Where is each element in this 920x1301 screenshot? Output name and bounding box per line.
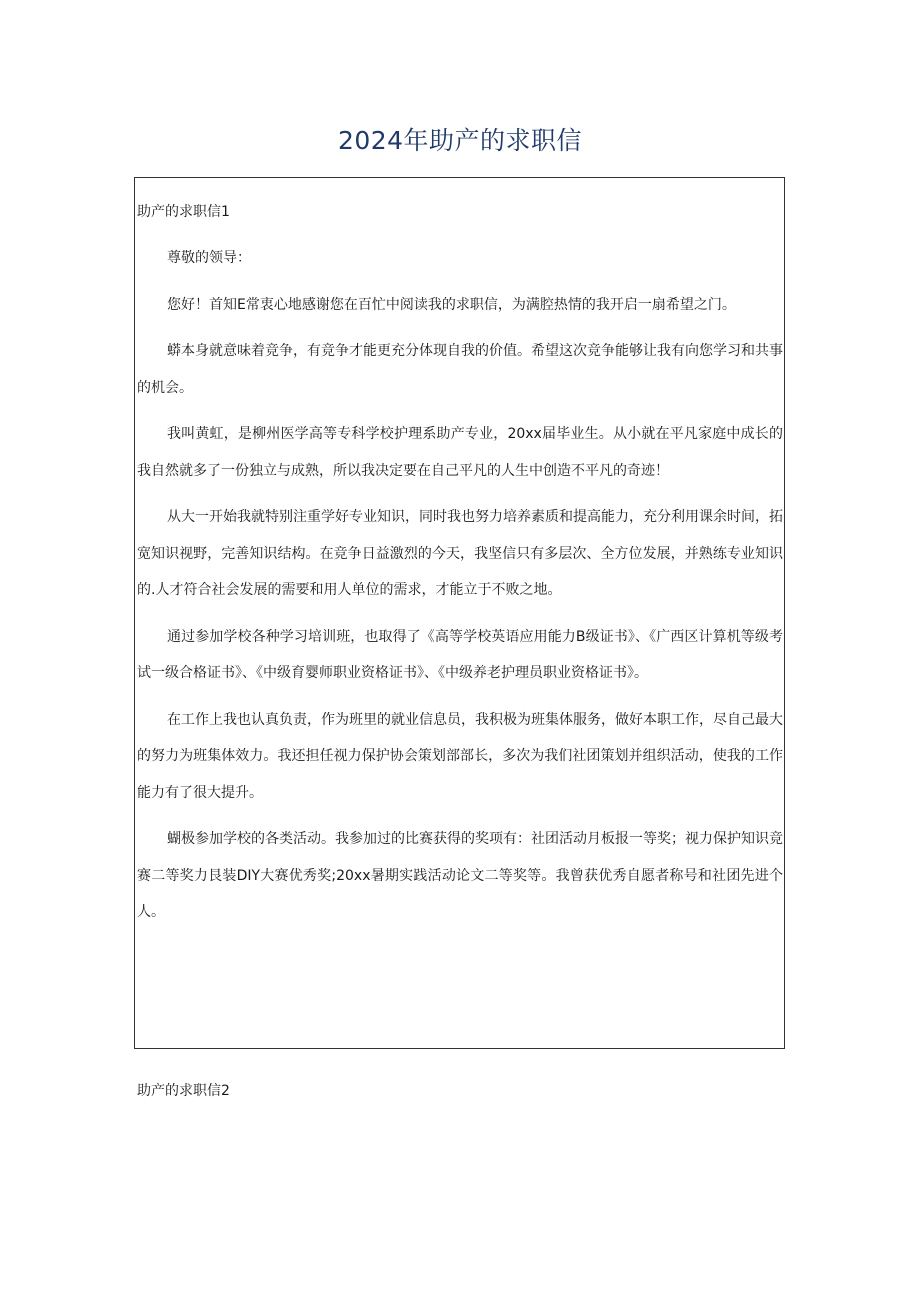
- letter-body: [137, 240, 783, 931]
- paragraph-activities: 蝴极参加学校的各类活动。我参加过的比赛获得的奖项有：社团活动月板报一等奖；视力保护知识竞赛二等奖力艮装DIY大赛优秀奖;20xx暑期实践活动论文二等奖等。我曾获优秀自愿者称号和社团先进个人。: [137, 831, 783, 920]
- section-2-heading: 助产的求职信2: [137, 1083, 230, 1099]
- salutation: 尊敬的领导：: [167, 250, 251, 266]
- section-1-heading: 助产的求职信1: [137, 204, 230, 220]
- paragraph-certificates: 通过参加学校各种学习培训班，也取得了《高等学校英语应用能力B级证书》、《广西区计算机等级考试一级合格证书》、《中级育婴师职业资格证书》、《中级养老护理员职业资格证书》。: [137, 628, 783, 681]
- document-title: 2024年助产的求职信: [337, 126, 583, 155]
- paragraph-introduction: 我叫黄虹，是柳州医学高等专科学校护理系助产专业，20xx届毕业生。从小就在平凡家庭中成长的我自然就多了一份独立与成熟，所以我决定要在自己平凡的人生中创造不平凡的奇迹！: [137, 426, 783, 479]
- paragraph-work: 在工作上我也认真负责，作为班里的就业信息员，我积极为班集体服务，做好本职工作，尽自己最大的努力为班集体效力。我还担任视力保护协会策划部部长，多次为我们社团策划并组织活动，使我的工作能力有了很大提升。: [137, 711, 783, 801]
- paragraph-competition: 蟒本身就意味着竞争，有竞争才能更充分体现自我的价值。希望这次竞争能够让我有向您学习和共事的机会。: [137, 343, 783, 396]
- paragraph-study: 从大一开始我就特别注重学好专业知识，同时我也努力培养素质和提高能力，充分利用课余时间，拓宽知识视野，完善知识结构。在竞争日益激烈的今天，我坚信只有多层次、全方位发展，并熟练专业知识的.人才符合社会发展的需要和用人单位的需求，才能立于不败之地。: [137, 509, 783, 598]
- paragraph-greeting: 您好！首知E常衷心地感谢您在百忙中阅读我的求职信，为满腔热情的我开启一扇希望之门。: [167, 296, 736, 313]
